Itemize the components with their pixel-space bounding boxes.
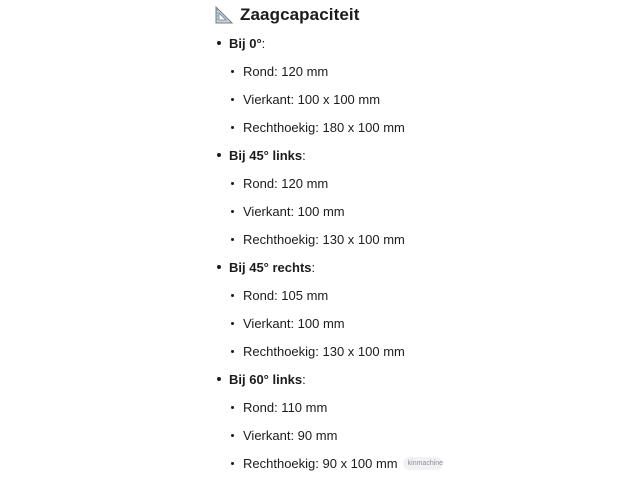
list-item (231, 453, 443, 473)
angle-label: Bij 0° (229, 35, 262, 51)
bullet (231, 294, 234, 297)
bullet (217, 265, 221, 269)
spec-text: Vierkant: 100 mm (243, 315, 345, 331)
bullet (217, 377, 221, 381)
spec-text: Vierkant: 90 mm (243, 427, 338, 443)
list-item (231, 61, 328, 81)
list-item (231, 89, 380, 109)
angle-suffix: : (261, 35, 266, 51)
spec-text: Rechthoekig: 180 x 100 mm (243, 119, 405, 135)
list-item-angle (217, 33, 265, 53)
angle-suffix: : (311, 259, 316, 275)
spec-text: Rechthoekig: 130 x 100 mm (243, 231, 405, 247)
list-item (231, 397, 327, 417)
angle-label: Bij 45° rechts (229, 259, 312, 275)
list-item-angle (217, 369, 306, 389)
bullet (231, 98, 234, 101)
bullet (231, 182, 234, 185)
bullet (231, 70, 234, 73)
bullet (231, 462, 234, 465)
bullet (231, 434, 234, 437)
source-chip[interactable]: kinmachine (403, 457, 443, 470)
list-item (231, 341, 405, 361)
list-item (231, 425, 337, 445)
bullet (231, 210, 234, 213)
spec-text: Rechthoekig: 90 x 100 mm (243, 455, 398, 471)
list-item (231, 229, 405, 249)
list-item (231, 117, 405, 137)
list-item (231, 285, 328, 305)
bullet (217, 41, 221, 45)
bullet (231, 350, 234, 353)
spec-text: Vierkant: 100 mm (243, 203, 345, 219)
angle-label: Bij 45° links (229, 147, 303, 163)
spec-text: Rond: 120 mm (243, 63, 329, 79)
list-item (231, 173, 328, 193)
spec-text: Rond: 105 mm (243, 287, 329, 303)
list-item-angle (217, 145, 306, 165)
bullet (231, 126, 234, 129)
spec-text: Vierkant: 100 x 100 mm (243, 91, 381, 107)
angle-label: Bij 60° links (229, 371, 303, 387)
spec-text: Rechthoekig: 130 x 100 mm (243, 343, 405, 359)
list-item-angle (217, 257, 315, 277)
bullet (231, 406, 234, 409)
spec-text: Rond: 120 mm (243, 175, 329, 191)
bullet (231, 322, 234, 325)
list-item (231, 313, 345, 333)
page-title: Zaagcapaciteit (240, 5, 360, 24)
section-heading (215, 4, 360, 26)
spec-text: Rond: 110 mm (243, 399, 328, 415)
angle-suffix: : (302, 371, 306, 387)
list-item (231, 201, 345, 221)
bullet (231, 238, 234, 241)
angle-suffix: : (302, 147, 306, 163)
triangular-ruler-icon (215, 6, 233, 24)
bullet (217, 153, 221, 157)
